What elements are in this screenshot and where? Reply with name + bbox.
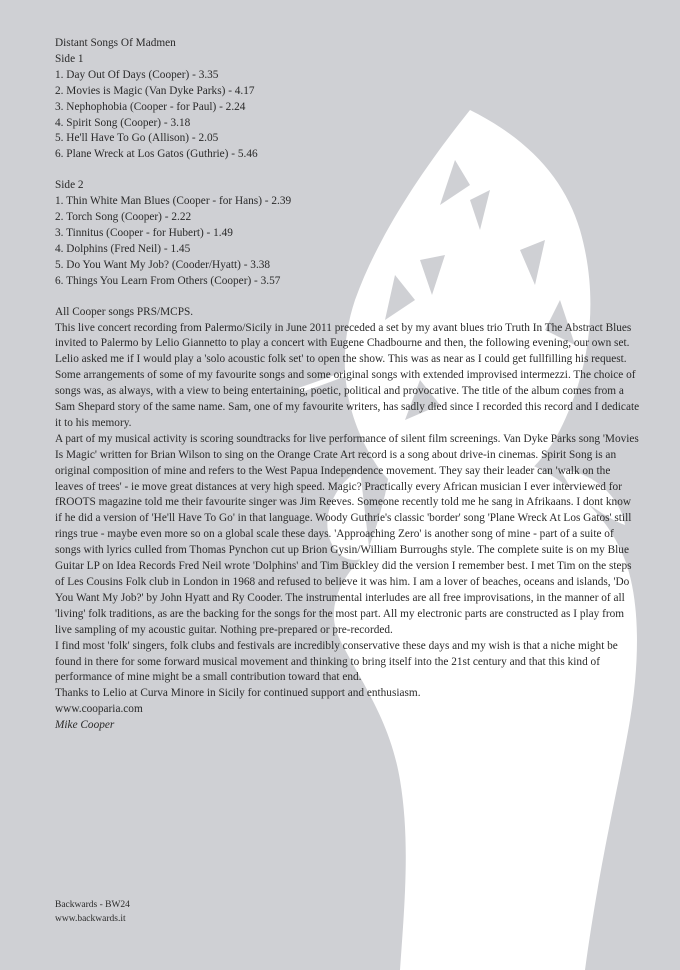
list-item: 6. Plane Wreck at Los Gatos (Guthrie) - 5.46 (55, 148, 258, 161)
list-item: 6. Things You Learn From Others (Cooper) - 3.57 (55, 274, 281, 287)
side1-tracklist (55, 68, 640, 163)
footer (55, 898, 130, 926)
side2-tracklist (55, 194, 640, 289)
list-item: 4. Spirit Song (Cooper) - 3.18 (55, 116, 191, 129)
list-item: 2. Torch Song (Cooper) - 2.22 (55, 211, 192, 224)
paragraph: This live concert recording from Palermo/Sicily in June 2011 preceded a set by my avant blues trio Truth In The Abstract Blues invited to Palermo by Lelio Giannetto to play a concert with Eugene Chadbourne and then, the following evening, our own set. Lelio asked me if I would play a 'solo acoustic folk set' to open the show. This was as near as I could get fullfilling his request. Some arrangements of some of my favourite songs and some original songs with extended improvised intermezzi. The choice of songs was, as always, with a view to being entertaining, poetic, political and provocative. The title of the album comes from a Sam Shepard story of the same name. Sam, one of my favourite writers, has sadly died since I recorded this record and I dedicate it to his memory. (55, 321, 640, 429)
list-item: 2. Movies is Magic (Van Dyke Parks) - 4.17 (55, 84, 255, 97)
list-item: 1. Thin White Man Blues (Cooper - for Hans) - 2.39 (55, 195, 292, 208)
side2-label: Side 2 (55, 179, 84, 192)
rights-notice: All Cooper songs PRS/MCPS. (55, 305, 194, 318)
paragraph: I find most 'folk' singers, folk clubs and festivals are incredibly conservative these days and my wish is that a niche might be found in there for some forward musical movement and thinking to bring itself into the 21st century and that this kind of performance of mine might be a small contribution toward that end. (55, 639, 618, 684)
side1-label: Side 1 (55, 52, 84, 65)
list-item: 5. He'll Have To Go (Allison) - 2.05 (55, 132, 219, 145)
catalog-number: Backwards - BW24 (55, 900, 130, 910)
list-item: 3. Nephophobia (Cooper - for Paul) - 2.24 (55, 100, 246, 113)
paragraph: A part of my musical activity is scoring soundtracks for live performance of silent film screenings. Van Dyke Parks song 'Movies Is Magic' written for Brian Wilson to sing on the Orange Crate Art record is a song about drive-in cinemas. Spirit Song is an original composition of mine and refers to the West Papua Independence movement. They say their leader can 'walk on the leaves of trees' - ie move great distances at very high speed. Magic? Practically every African musician I ever interviewed for fROOTS magazine told me their favourite singer was Jim Reeves. Someone recently told me he sang in Afrikaans. I dont know if he did a version of 'He'll Have To Go' in that language. Woody Guthrie's classic 'border' song 'Plane Wreck At Los Gatos' still rings true - maybe even more so on a global scale these days. 'Approaching Zero' is another song of mine - part of a suite of songs with lyrics culled from Thomas Pynchon cut up Brion Gysin/William Burroughs style. The complete suite is on my Blue Guitar LP on Idea Records Fred Neil wrote 'Dolphins' and Tim Buckley did the version I remember best. I met Tim on the steps of Les Cousins Folk club in London in 1968 and refused to believe it was him. I am a lover of beaches, oceans and islands, 'Do You Want My Job?' by John Hyatt and Ry Cooder. The instrumental interludes are all free improvisations, in the manner of all 'living' folk traditions, as are the backing for the songs for the most part. All my electronic parts are constructed as I play from live sampling of my acoustic guitar. Nothing pre-prepared or pre-recorded. (55, 432, 639, 636)
list-item: 5. Do You Want My Job? (Cooder/Hyatt) - 3.38 (55, 258, 271, 271)
liner-notes (55, 36, 640, 734)
website-link[interactable]: www.cooparia.com (55, 703, 143, 716)
album-title: Distant Songs Of Madmen (55, 37, 176, 49)
list-item: 3. Tinnitus (Cooper - for Hubert) - 1.49 (55, 226, 233, 239)
list-item: 4. Dolphins (Fred Neil) - 1.45 (55, 242, 191, 255)
signature: Mike Cooper (55, 719, 115, 732)
list-item: 1. Day Out Of Days (Cooper) - 3.35 (55, 68, 219, 81)
paragraph: Thanks to Lelio at Curva Minore in Sicily for continued support and enthusiasm. (55, 687, 421, 700)
label-url[interactable]: www.backwards.it (55, 914, 126, 924)
